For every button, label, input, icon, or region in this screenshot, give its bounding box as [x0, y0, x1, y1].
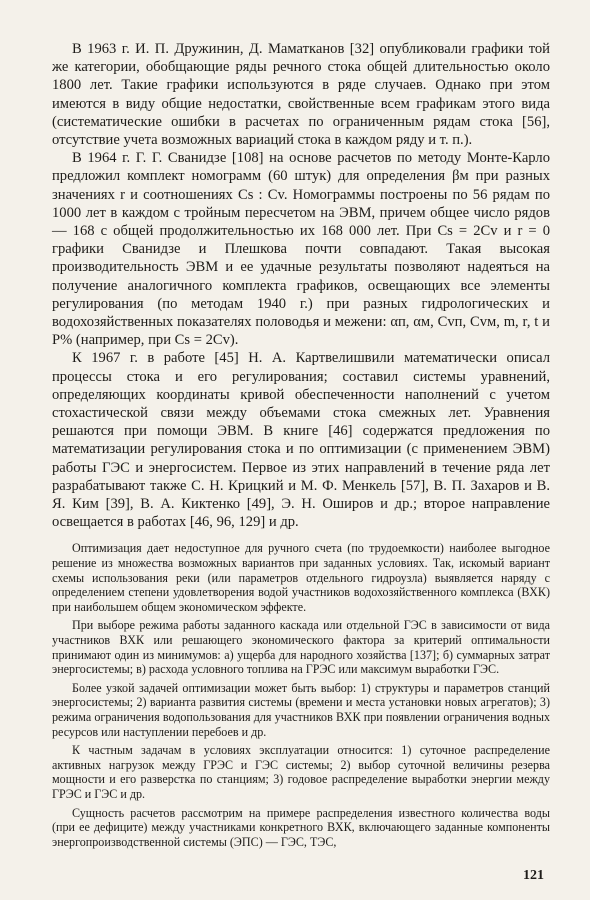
paragraph-narrow-tasks: Более узкой задачей оптимизации может быть выбор: 1) структуры и параметров станций энергосистемы; 2) варианта развития системы (времени и места установки новых агрегатов); 3) режима ограничения водопользования для участников ВХК при появлении ограничения водных ресурсов или наступлении перебоев и др.	[52, 680, 550, 739]
paragraph-svanidze-1964: В 1964 г. Г. Г. Сванидзе [108] на основе расчетов по методу Монте-Карло предложил комплект номограмм (60 штук) для определения βм при разных значениях r и соотношениях Cs : Cv. Номограммы построены по 56 рядам по 1000 лет в каждом с тройным пересчетом на ЭВМ, причем общее число рядов — 168 с общей продолжительностью их 168 000 лет. При Cs = 2Cv и r = 0 графики Сванидзе и Плешкова почти совпадают. Такая высокая производительность ЭВМ и ее удачные результаты позволяют надеяться на получение аналогичного комплекта графиков, освещающих все элементы регулирования (по методам 1940 г.) при разных гидрологических и водохозяйственных показателях половодья и межени: αп, αм, Cvп, Cvм, m, r, t и P% (например, при Cs = 2Cv).	[52, 150, 550, 349]
paragraph-optimization: Оптимизация дает недоступное для ручного счета (по трудоемкости) наиболее выгодное решение из множества возможных вариантов при заданных условиях. Так, искомый вариант схемы использования реки (или параметров отдельного гидроузла) выявляется наряду с определением степени удовлетворения водой участников водохозяйственного комплекса (ВХК) при наибольшем общем экономическом эффекте.	[52, 541, 550, 614]
page-body	[52, 40, 550, 853]
main-text	[52, 40, 550, 531]
paragraph-calculation-essence: Сущность расчетов рассмотрим на примере распределения известного количества воды (при ее дефиците) между участниками конкретного ВХК, включающего заданные компоненты энергопроизводственной системы (ЭПС) — ГЭС, ТЭС,	[52, 805, 550, 849]
page-number: 121	[523, 868, 544, 883]
paragraph-regime-choice: При выборе режима работы заданного каскада или отдельной ГЭС в зависимости от вида участников ВХК или решающего экономического фактора за критерий оптимальности принимают один из минимумов: а) ущерба для народного хозяйства [137]; б) суммарных затрат энергосистемы; в) расхода условного топлива на ГРЭС или максимум выработки ГЭС.	[52, 618, 550, 677]
small-print-text	[52, 541, 550, 849]
paragraph-kartvelishvili-1967: К 1967 г. в работе [45] Н. А. Картвелишвили математически описал процессы стока и его регулирования; составил системы уравнений, определяющих координаты кривой обеспеченности наполнений с учетом стохастической связи между объемами стока смежных лет. Уравнения решаются при помощи ЭВМ. В книге [46] содержатся предложения по математизации регулирования стока и по оптимизации (с применением ЭВМ) работы ГЭС и энергосистем. Первое из этих направлений в течение ряда лет разрабатывают также С. Н. Крицкий и М. Ф. Менкель [57], В. П. Захаров и В. Я. Ким [39], В. А. Киктенко [49], Э. Н. Оширов и др.; второе направление освещается в работах [46, 96, 129] и др.	[52, 350, 550, 531]
paragraph-particular-tasks: К частным задачам в условиях эксплуатации относится: 1) суточное распределение активных нагрузок между ГРЭС и ГЭС системы; 2) выбор суточной величины резерва мощности и его разверстка по станциям; 3) годовое распределение выработки энергии между ГРЭС и ГЭС и др.	[52, 743, 550, 801]
paragraph-druzhinin-1963: В 1963 г. И. П. Дружинин, Д. Маматканов [32] опубликовали графики той же категории, обобщающие ряды речного стока общей длительностью около 1800 лет. Такие графики используются в ряде случаев. Однако при этом имеются в виду общие недостатки, свойственные всем графикам этого вида (систематические ошибки в расчетах по ограниченным рядам стока [56], отсутствие учета возможных вариаций стока в каждом ряду и т. п.).	[52, 41, 550, 149]
